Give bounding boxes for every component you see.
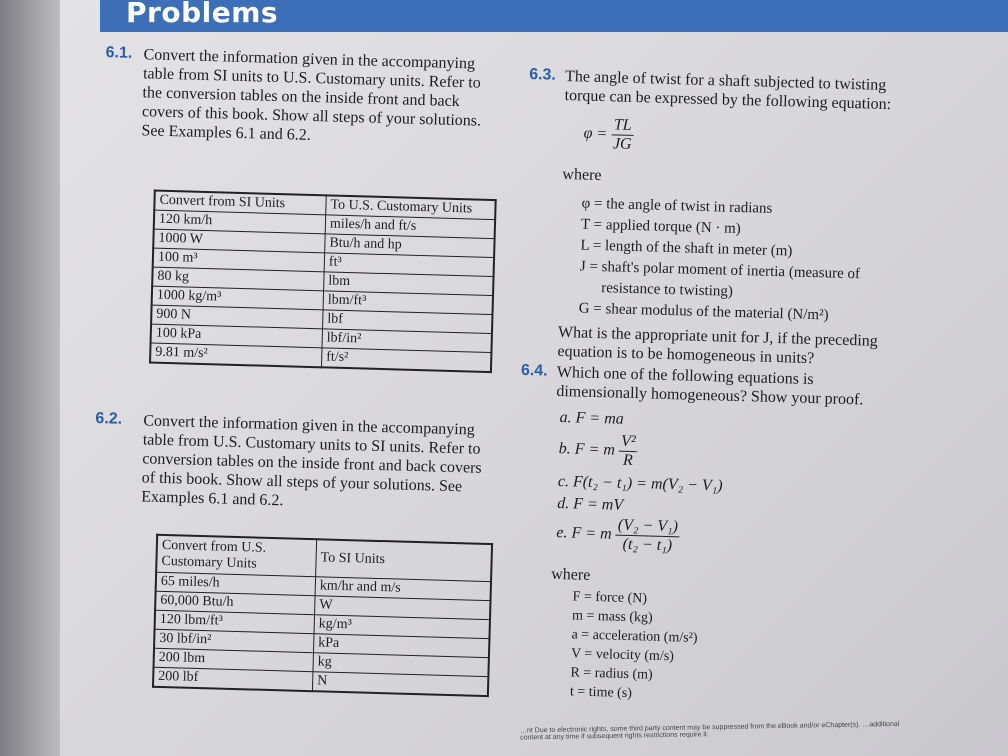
source-unit-cell: 9.81 m/s² — [150, 343, 322, 367]
problem-6-3-number: 6.3. — [528, 66, 557, 84]
problem-6-2-number: 6.2. — [95, 410, 123, 428]
equation-lhs: φ = — [583, 124, 608, 143]
source-unit-cell: 1000 kg/m³ — [152, 286, 324, 310]
target-unit-cell: Btu/h and hp — [325, 234, 495, 258]
table-header: Convert from SI Units — [154, 191, 326, 215]
equation-b-numerator: V² — [619, 433, 638, 453]
copyright-footer: …nt Due to electronic rights, some third party content may be suppressed from the eBook and/or eChapter(s). …additional content at any time if subsequent rights restrictions require it. — [519, 720, 900, 742]
definition-l: L = length of the shaft in meter (m) — [580, 237, 793, 260]
where-label: where — [562, 165, 602, 185]
target-unit-cell: km/hr and m/s — [315, 577, 491, 601]
source-unit-cell: 900 N — [151, 305, 323, 329]
source-unit-cell: 200 lbm — [154, 648, 314, 671]
equation-b — [558, 431, 638, 470]
problem-6-4-number: 6.4. — [520, 361, 548, 380]
source-unit-cell: 120 km/h — [154, 210, 326, 234]
target-unit-cell: lbf — [323, 310, 493, 334]
source-unit-cell: 65 miles/h — [156, 572, 316, 595]
definition-f: F = force (N) — [572, 589, 648, 607]
table-header: To U.S. Customary Units — [326, 195, 496, 219]
definition-g: G = shear modulus of the material (N/m²) — [578, 300, 829, 324]
twist-equation — [583, 116, 634, 154]
problem-6-4-text: Which one of the following equations is dimensionally homogeneous? Show your proof. — [556, 363, 864, 409]
source-unit-cell: 80 kg — [152, 267, 324, 291]
target-unit-cell: lbf/in² — [322, 329, 492, 353]
problem-6-1-text: Convert the information given in the accompanying table from SI units to U.S. Customary units. Refer to the conversion tables on the inside front and back covers of this book. Show all steps of your solutions. See Examples 6.1 and 6.2. — [141, 46, 482, 144]
source-unit-cell: 200 lbf — [153, 667, 313, 691]
source-unit-cell: 100 m³ — [153, 248, 325, 272]
equation-b-denominator: R — [622, 451, 633, 470]
equation-d: d. F = mV — [557, 494, 624, 514]
page-content — [80, 40, 919, 756]
equation-b-lhs: b. F = m — [558, 440, 616, 459]
target-unit-cell: N — [312, 672, 488, 696]
source-unit-cell: 60,000 Btu/h — [155, 591, 315, 614]
definition-j-continued: resistance to twisting) — [601, 280, 734, 300]
equation-a: a. F = ma — [559, 408, 624, 428]
definition-time: t = time (s) — [569, 684, 633, 702]
equation-e-numerator: (V₂ − V₁) — [616, 517, 681, 538]
where-label-2: where — [551, 565, 591, 584]
page-title: Problems — [126, 0, 279, 29]
table-header: To SI Units — [316, 539, 492, 581]
source-unit-cell: 100 kPa — [151, 324, 323, 348]
target-unit-cell: kg/m³ — [314, 615, 490, 639]
target-unit-cell: lbm — [324, 272, 494, 296]
problem-6-3-text: The angle of twist for a shaft subjected to twisting torque can be expressed by the following equation: — [564, 68, 892, 114]
equation-c: c. F(t₂ − t₁) = m(V₂ − V₁) — [557, 472, 723, 495]
definition-a: a = acceleration (m/s²) — [571, 627, 698, 646]
problem-6-1-number: 6.1. — [105, 44, 133, 62]
page-shadow-edge — [0, 0, 60, 756]
definition-j: J = shaft's polar moment of inertia (measure of — [579, 258, 861, 283]
target-unit-cell: ft/s² — [321, 348, 491, 372]
target-unit-cell: W — [315, 596, 491, 620]
si-to-us-table — [149, 190, 497, 374]
variable-definitions — [578, 194, 862, 328]
target-unit-cell: kPa — [313, 634, 489, 658]
equation-numerator: TL — [611, 116, 634, 136]
table-header: Convert from U.S. Customary Units — [156, 535, 316, 577]
definition-m: m = mass (kg) — [571, 608, 653, 626]
target-unit-cell: miles/h and ft/s — [325, 215, 495, 239]
definition-t: T = applied torque (N · m) — [580, 216, 742, 237]
definition-v: V = velocity (m/s) — [570, 646, 675, 665]
source-unit-cell: 1000 W — [153, 229, 325, 253]
definition-r: R = radius (m) — [570, 665, 653, 683]
equation-e-lhs: e. F = m — [556, 524, 612, 543]
equation-e — [556, 515, 680, 555]
source-unit-cell: 30 lbf/in² — [154, 629, 314, 652]
definition-phi: φ = the angle of twist in radians — [581, 195, 773, 217]
target-unit-cell: ft³ — [324, 253, 494, 277]
us-to-si-table — [152, 534, 493, 697]
target-unit-cell: kg — [313, 653, 489, 677]
variable-definitions-2 — [570, 587, 699, 704]
equation-e-denominator: (t₂ − t₁) — [622, 535, 673, 555]
equation-denominator: JG — [612, 135, 632, 153]
target-unit-cell: lbm/ft³ — [323, 291, 493, 315]
problem-6-3-question: What is the appropriate unit for J, if the preceding equation is to be homogeneous in units? — [557, 323, 879, 368]
problem-6-2-text: Convert the information given in the accompanying table from U.S. Customary units to SI units. Refer to conversion tables on the inside front and back covers of this book. Show all steps of your solutions. See Examples 6.1 and 6.2. — [141, 412, 482, 510]
source-unit-cell: 120 lbm/ft³ — [155, 610, 315, 633]
